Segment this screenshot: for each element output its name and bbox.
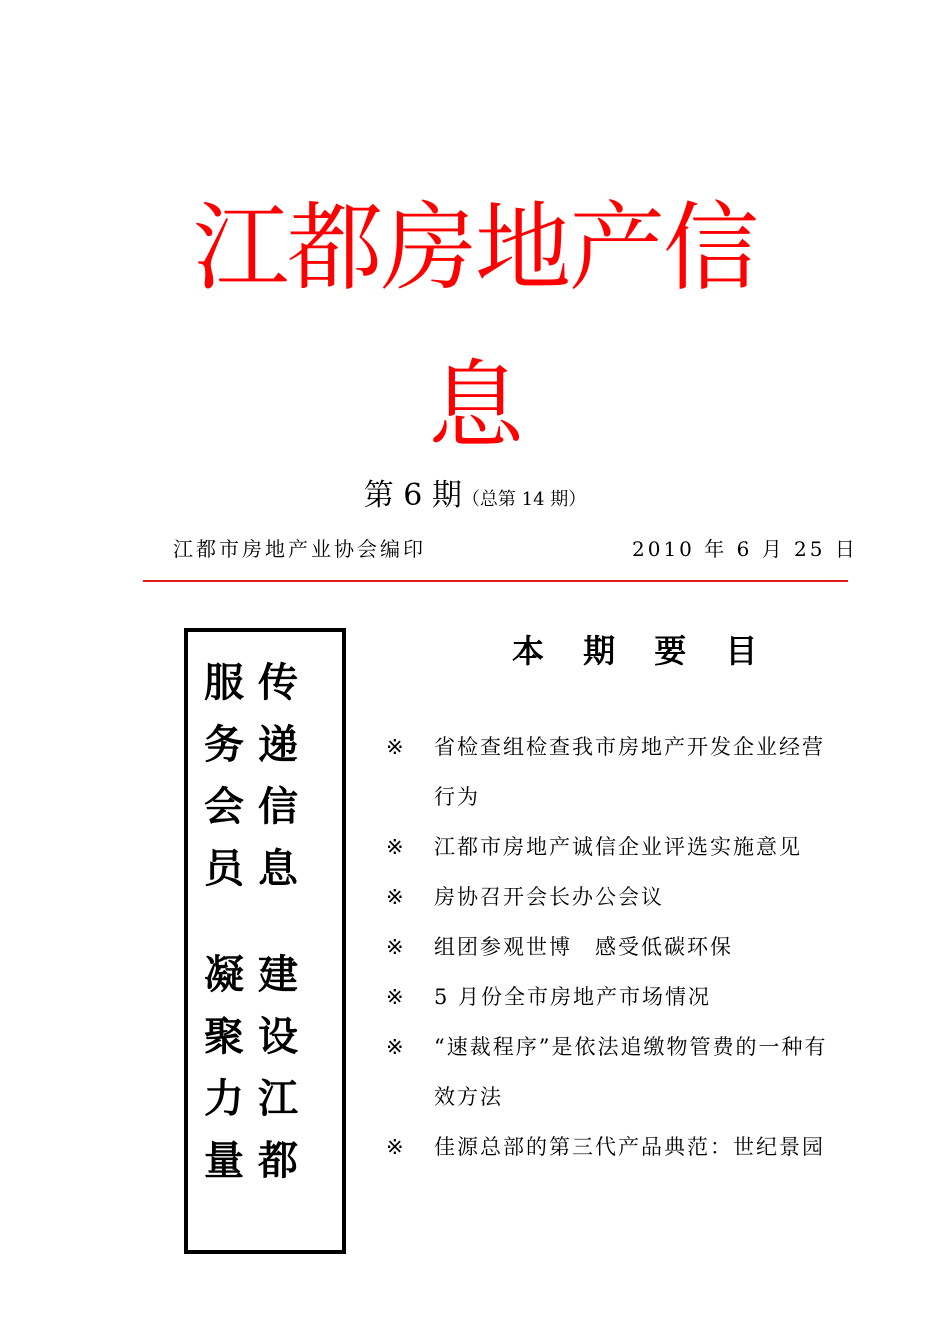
newsletter-title-line-1: 江都房地产信	[193, 192, 757, 304]
toc-bullet: ※	[386, 985, 406, 1009]
slogan-column-left	[200, 652, 248, 1192]
toc-bullet: ※	[386, 935, 406, 959]
toc-bullet: ※	[386, 885, 406, 909]
toc-heading: 本 期 要 目	[512, 632, 772, 670]
table-of-contents	[386, 722, 846, 1172]
toc-item[interactable]	[386, 822, 846, 872]
slogan-char: 力	[204, 1075, 244, 1122]
toc-bullet: ※	[386, 1035, 406, 1059]
newsletter-title-line-2: 息	[428, 350, 522, 462]
toc-item[interactable]	[386, 972, 846, 1022]
slogan-char: 凝	[204, 951, 244, 998]
slogan-box	[184, 628, 346, 1254]
slogan-char: 聚	[204, 1013, 244, 1060]
toc-item-text: 5 月份全市房地产市场情况	[434, 985, 712, 1009]
toc-item-text: 组团参观世博 感受低碳环保	[434, 935, 733, 959]
toc-bullet: ※	[386, 735, 406, 759]
toc-item[interactable]	[386, 722, 846, 822]
toc-item[interactable]	[386, 1122, 846, 1172]
toc-item-text: 省检查组检查我市房地产开发企业经营行为	[434, 735, 825, 809]
toc-item-text: 佳源总部的第三代产品典范：世纪景园	[434, 1135, 825, 1159]
toc-bullet: ※	[386, 835, 406, 859]
slogan-char: 江	[258, 1075, 298, 1122]
slogan-char: 服	[204, 659, 244, 706]
slogan-char: 务	[204, 721, 244, 768]
slogan-char: 传	[258, 659, 298, 706]
slogan-char: 员	[204, 845, 244, 892]
header-divider	[143, 580, 848, 582]
publication-date: 2010 年 6 月 25 日	[632, 537, 858, 561]
slogan-column-right	[254, 652, 302, 1192]
slogan-char: 量	[204, 1137, 244, 1184]
toc-item-text: 房协召开会长办公会议	[434, 885, 664, 909]
slogan-char: 息	[258, 845, 298, 892]
issue-label: 第 6 期	[363, 478, 462, 513]
slogan-char: 建	[258, 951, 298, 998]
slogan-char: 信	[258, 783, 298, 830]
editor-credit: 江都市房地产业协会编印	[173, 537, 426, 561]
slogan-char: 都	[258, 1137, 298, 1184]
slogan-char: 递	[258, 721, 298, 768]
issue-number	[0, 476, 950, 520]
slogan-char: 会	[204, 783, 244, 830]
toc-item-text: 江都市房地产诚信企业评选实施意见	[434, 835, 802, 859]
slogan-spacer	[200, 900, 248, 944]
slogan-spacer	[254, 900, 302, 944]
toc-item[interactable]	[386, 922, 846, 972]
toc-bullet: ※	[386, 1135, 406, 1159]
toc-item[interactable]	[386, 872, 846, 922]
issue-total: （总第 14 期）	[461, 489, 587, 510]
slogan-char: 设	[258, 1013, 298, 1060]
toc-item[interactable]	[386, 1022, 846, 1122]
toc-item-text: “速裁程序”是依法追缴物管费的一种有效方法	[434, 1035, 828, 1109]
